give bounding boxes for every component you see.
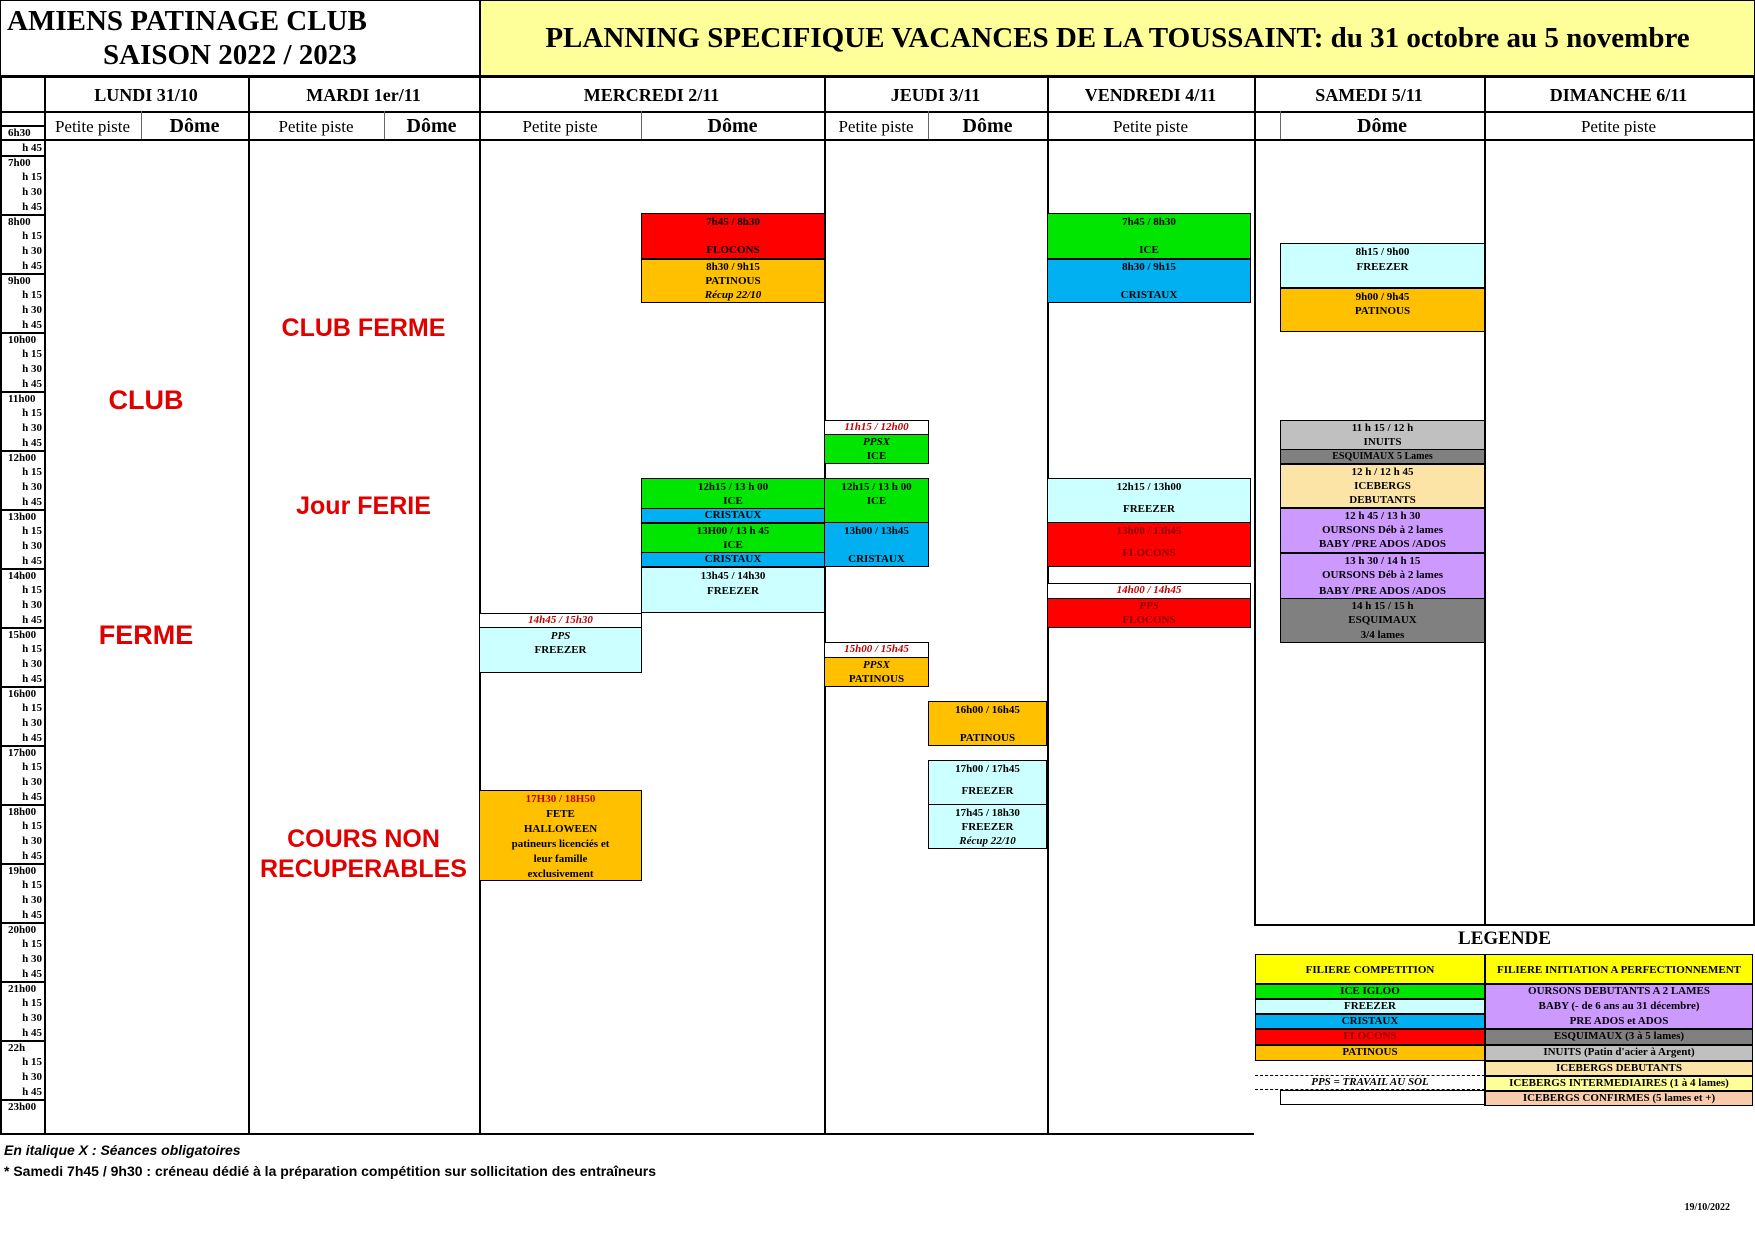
time-label: h 15	[22, 938, 42, 951]
time-label: h 30	[22, 245, 42, 257]
saturday-note: * Samedi 7h45 / 9h30 : créneau dédié à la préparation compétition sur sollicitation des entraîneurs	[4, 1163, 656, 1179]
session-group: FREEZER	[707, 585, 759, 597]
day-header-friday: VENDREDI 4/11	[1084, 84, 1217, 105]
session-group: ICEBERGS	[1354, 480, 1411, 492]
time-label: h 45	[22, 377, 42, 390]
grid-line	[1254, 924, 1755, 926]
session-time: 11 h 15 / 12 h	[1351, 422, 1414, 434]
session-group: PPSX	[863, 659, 890, 671]
session-group: ICE	[723, 539, 743, 551]
session-group: INUITS	[1363, 436, 1402, 448]
session-time: 16h00 / 16h45	[955, 704, 1020, 716]
session-block	[1047, 583, 1251, 599]
time-label: h 15	[22, 289, 42, 302]
session-time: 8h15 / 9h00	[1355, 246, 1410, 258]
session-block	[1047, 598, 1251, 628]
legend-empty-cell	[1280, 1090, 1485, 1105]
time-label: h 45	[22, 908, 42, 921]
time-label: 11h00	[8, 392, 36, 405]
session-group: OURSONS Déb à 2 lames	[1321, 569, 1443, 581]
time-label: 23h00	[8, 1100, 37, 1113]
time-label: h 15	[22, 879, 42, 892]
time-label: h 45	[22, 200, 42, 213]
time-label: h 15	[22, 702, 42, 715]
session-text: HALLOWEEN	[523, 823, 598, 835]
time-label: h 30	[22, 953, 42, 965]
session-group: CRISTAUX	[848, 553, 905, 565]
time-label: h 15	[22, 997, 42, 1010]
session-time: 12 h 45 / 13 h 30	[1344, 510, 1421, 522]
legend-item: OURSONS DEBUTANTS A 2 LAMES	[1528, 985, 1710, 997]
time-label: h 45	[22, 731, 42, 744]
session-block	[1280, 508, 1485, 553]
legend-initiation-header: FILIERE INITIATION A PERFECTIONNEMENT	[1485, 954, 1753, 984]
session-block	[1280, 420, 1485, 450]
session-group: PATINOUS	[1354, 305, 1411, 317]
time-label: h 30	[22, 186, 42, 198]
time-label: h 45	[22, 495, 42, 508]
day-header-saturday: SAMEDI 5/11	[1315, 84, 1423, 105]
session-group: FLOCONS	[1122, 614, 1176, 626]
italic-note: En italique X : Séances obligatoires	[4, 1142, 241, 1158]
time-label: h 45	[22, 1085, 42, 1098]
session-block	[1280, 598, 1485, 643]
session-note: Récup 22/10	[959, 835, 1016, 847]
session-block	[641, 567, 825, 613]
day-header-monday: LUNDI 31/10	[94, 84, 198, 105]
time-label: h 15	[22, 761, 42, 774]
time-label: h 30	[22, 1012, 42, 1024]
session-block	[641, 552, 825, 567]
session-group: ESQUIMAUX	[1348, 614, 1417, 626]
time-label: 13h00	[8, 510, 37, 523]
session-time: 17h00 / 17h45	[955, 763, 1020, 775]
rink-petite-piste: Petite piste	[1112, 116, 1189, 136]
session-block	[824, 478, 929, 523]
grid-line	[44, 76, 46, 1135]
session-block	[824, 522, 929, 567]
time-label: h 15	[22, 230, 42, 243]
time-label: h 30	[22, 776, 42, 788]
legend-item: PRE ADOS et ADOS	[1569, 1015, 1669, 1027]
time-label: h 15	[22, 820, 42, 833]
session-block	[641, 523, 825, 553]
day-header-thursday: JEUDI 3/11	[890, 84, 981, 105]
session-block	[824, 420, 929, 435]
time-label: h 30	[22, 658, 42, 670]
time-label: h 30	[22, 540, 42, 552]
session-group: PATINOUS	[959, 732, 1016, 744]
time-label: h 30	[22, 481, 42, 493]
time-label: h 15	[22, 525, 42, 538]
session-time: 13 h 30 / 14 h 15	[1344, 555, 1421, 567]
legend-item: FREEZER	[1255, 999, 1485, 1014]
rink-petite-piste: Petite piste	[1580, 116, 1657, 136]
time-label: 8h00	[8, 215, 31, 228]
time-label: h 45	[22, 318, 42, 331]
closed-label: Jour FERIE	[296, 492, 431, 520]
time-label: h 45	[22, 259, 42, 272]
session-block	[1280, 464, 1485, 508]
session-group: FLOCONS	[1122, 547, 1176, 559]
time-label: h 45	[22, 554, 42, 567]
session-time: 12h15 / 13 h 00	[697, 481, 769, 493]
session-group: FREEZER	[1356, 261, 1409, 273]
session-block	[1280, 553, 1485, 599]
session-time: 12 h / 12 h 45	[1351, 466, 1414, 478]
time-label: h 30	[22, 1071, 42, 1083]
club-header	[0, 0, 480, 76]
session-group: BABY /PRE ADOS /ADOS	[1318, 585, 1447, 597]
time-label: 6h30	[8, 127, 31, 139]
session-group: FREEZER	[961, 821, 1014, 833]
session-time: 7h45 / 8h30	[706, 216, 760, 228]
time-label: 20h00	[8, 923, 37, 936]
time-label: 14h00	[8, 569, 37, 582]
session-time: 8h30 / 9h15	[1122, 261, 1176, 273]
session-block	[641, 259, 825, 303]
session-block	[928, 804, 1047, 849]
time-label: h 45	[22, 967, 42, 980]
session-time: 7h45 / 8h30	[1122, 216, 1176, 228]
closed-label: RECUPERABLES	[260, 855, 467, 883]
session-group: PATINOUS	[848, 673, 905, 685]
time-label: h 30	[22, 835, 42, 847]
time-label: h 30	[22, 599, 42, 611]
session-time: 13h45 / 14h30	[700, 570, 766, 582]
time-label: h 45	[22, 790, 42, 803]
session-time: 14h00 / 14h45	[1116, 584, 1182, 596]
legend-pps-note: PPS = TRAVAIL AU SOL	[1255, 1075, 1485, 1090]
season: SAISON 2022 / 2023	[103, 39, 357, 71]
rink-dome: Dôme	[707, 115, 758, 137]
session-group: FREEZER	[961, 785, 1014, 797]
session-note: Récup 22/10	[704, 289, 762, 301]
session-group: OURSONS Déb à 2 lames	[1321, 524, 1443, 536]
time-label: 10h00	[8, 333, 37, 346]
grid-line	[479, 76, 481, 1135]
session-text: FETE	[546, 808, 575, 820]
legend-item: CRISTAUX	[1255, 1014, 1485, 1029]
document-date: 19/10/2022	[1684, 1202, 1730, 1213]
session-time: 14 h 15 / 15 h	[1351, 600, 1414, 612]
session-time: 14h45 / 15h30	[528, 614, 593, 626]
session-block	[824, 657, 929, 687]
day-header-wednesday: MERCREDI 2/11	[583, 84, 720, 105]
legend-item: ICEBERGS INTERMEDIAIRES (1 à 4 lames)	[1485, 1076, 1753, 1091]
closed-label: CLUB	[108, 385, 184, 415]
session-time: 13h00 / 13h45	[844, 525, 909, 537]
closed-label: COURS NON	[287, 825, 440, 853]
legend-item: BABY (- de 6 ans au 31 décembre)	[1538, 1000, 1700, 1012]
grid-line	[1484, 954, 1485, 1106]
time-label: h 30	[22, 422, 42, 434]
session-group: ICE	[866, 450, 887, 462]
time-label: h 15	[22, 1056, 42, 1069]
session-block	[1280, 288, 1485, 332]
session-group: BABY /PRE ADOS /ADOS	[1318, 538, 1447, 550]
session-time: 9h00 / 9h45	[1355, 291, 1410, 303]
time-label: h 15	[22, 643, 42, 656]
time-label: h 15	[22, 466, 42, 479]
session-block	[1047, 213, 1251, 259]
rink-dome: Dôme	[1357, 115, 1407, 137]
time-label: h 30	[22, 304, 42, 316]
legend-item: ICEBERGS CONFIRMES (5 lames et +)	[1485, 1091, 1753, 1106]
session-time: 17H30 / 18H50	[525, 793, 596, 805]
session-text: patineurs licenciés et	[511, 838, 610, 850]
time-label: 12h00	[8, 451, 37, 464]
time-label: h 15	[22, 584, 42, 597]
session-group: PPS	[1139, 600, 1159, 612]
time-label: h 15	[22, 348, 42, 361]
legend-item: ICE IGLOO	[1255, 984, 1485, 999]
session-block	[641, 213, 825, 259]
session-block	[928, 701, 1047, 746]
time-label: 21h00	[8, 982, 37, 995]
rink-petite-piste: Petite piste	[838, 116, 914, 136]
rink-dome: Dôme	[169, 115, 220, 137]
session-group: PATINOUS	[705, 275, 761, 287]
session-block	[824, 434, 929, 464]
time-label: 15h00	[8, 628, 37, 641]
time-label: h 15	[22, 407, 42, 420]
rink-dome: Dôme	[406, 115, 457, 137]
time-label: 22h	[8, 1041, 26, 1054]
closed-label: FERME	[98, 620, 194, 650]
session-group: ICE	[723, 495, 743, 507]
day-header-sunday: DIMANCHE 6/11	[1549, 84, 1688, 105]
session-block	[1280, 449, 1485, 464]
session-time: 17h45 / 18h30	[955, 807, 1020, 819]
session-group: ESQUIMAUX 5 Lames	[1332, 451, 1433, 462]
session-block	[928, 760, 1047, 805]
session-group: CRISTAUX	[1120, 289, 1178, 301]
day-header-tuesday: MARDI 1er/11	[306, 84, 421, 105]
time-label: h 30	[22, 717, 42, 729]
session-group: ICE	[866, 495, 887, 507]
grid-line	[248, 76, 250, 1135]
session-group: ICE	[1139, 244, 1159, 256]
page-title: PLANNING SPECIFIQUE VACANCES DE LA TOUSSAINT: du 31 octobre au 5 novembre	[480, 0, 1755, 76]
time-label: h 45	[22, 849, 42, 862]
session-block	[1047, 259, 1251, 303]
session-block	[479, 613, 642, 628]
rink-petite-piste: Petite piste	[522, 116, 598, 136]
legend-item: PATINOUS	[1255, 1045, 1485, 1061]
session-group: 3/4 lames	[1360, 629, 1405, 641]
session-block	[1047, 522, 1251, 567]
time-label: 16h00	[8, 687, 37, 700]
session-block	[1280, 243, 1485, 288]
time-label: h 15	[22, 171, 42, 184]
legend-competition-header: FILIERE COMPETITION	[1255, 954, 1485, 984]
time-label: h 30	[22, 363, 42, 375]
time-label: h 45	[22, 436, 42, 449]
session-time: 12h15 / 13 h 00	[841, 481, 912, 493]
time-label: 7h00	[8, 156, 31, 169]
session-block	[479, 790, 642, 881]
rink-petite-piste: Petite piste	[278, 116, 354, 136]
club-name: AMIENS PATINAGE CLUB	[7, 5, 367, 37]
time-label: h 30	[22, 894, 42, 906]
time-label: h 45	[22, 672, 42, 685]
closed-label: CLUB FERME	[281, 314, 446, 342]
session-group: FLOCONS	[706, 244, 760, 256]
session-group: CRISTAUX	[704, 509, 762, 521]
session-group: DEBUTANTS	[1349, 494, 1416, 506]
session-group: FREEZER	[534, 644, 587, 656]
session-time: 15h00 / 15h45	[844, 643, 909, 655]
session-text: leur famille	[533, 853, 588, 865]
legend-title: LEGENDE	[1458, 928, 1551, 949]
legend-item: ICEBERGS DEBUTANTS	[1485, 1061, 1753, 1076]
session-block	[479, 627, 642, 673]
time-label: 18h00	[8, 805, 37, 818]
session-time: 11h15 / 12h00	[844, 421, 909, 433]
time-label: h 45	[22, 1026, 42, 1039]
session-time: 12h15 / 13h00	[1116, 481, 1182, 493]
rink-petite-piste: Petite piste	[54, 116, 131, 136]
session-time: 8h30 / 9h15	[706, 261, 760, 273]
time-label: 17h00	[8, 746, 37, 759]
session-group: CRISTAUX	[704, 553, 762, 565]
legend-item: ESQUIMAUX (3 à 5 lames)	[1485, 1029, 1753, 1045]
time-label: h 45	[22, 613, 42, 626]
legend-item: FLOCONS	[1255, 1029, 1485, 1045]
session-time: 13h00 / 13h45	[1116, 525, 1182, 537]
session-block	[824, 642, 929, 658]
time-label: 19h00	[8, 864, 37, 877]
time-label: h 45	[22, 141, 42, 154]
session-group: PPSX	[863, 436, 890, 448]
session-block	[1047, 478, 1251, 523]
session-group: FREEZER	[1123, 503, 1175, 515]
rink-dome: Dôme	[962, 115, 1013, 137]
time-label: 9h00	[8, 274, 31, 287]
session-block	[641, 508, 825, 523]
session-group: PPS	[550, 630, 571, 642]
session-text: exclusivement	[527, 868, 594, 880]
legend-item: INUITS (Patin d'acier à Argent)	[1485, 1045, 1753, 1061]
session-time: 13H00 / 13 h 45	[696, 525, 770, 537]
